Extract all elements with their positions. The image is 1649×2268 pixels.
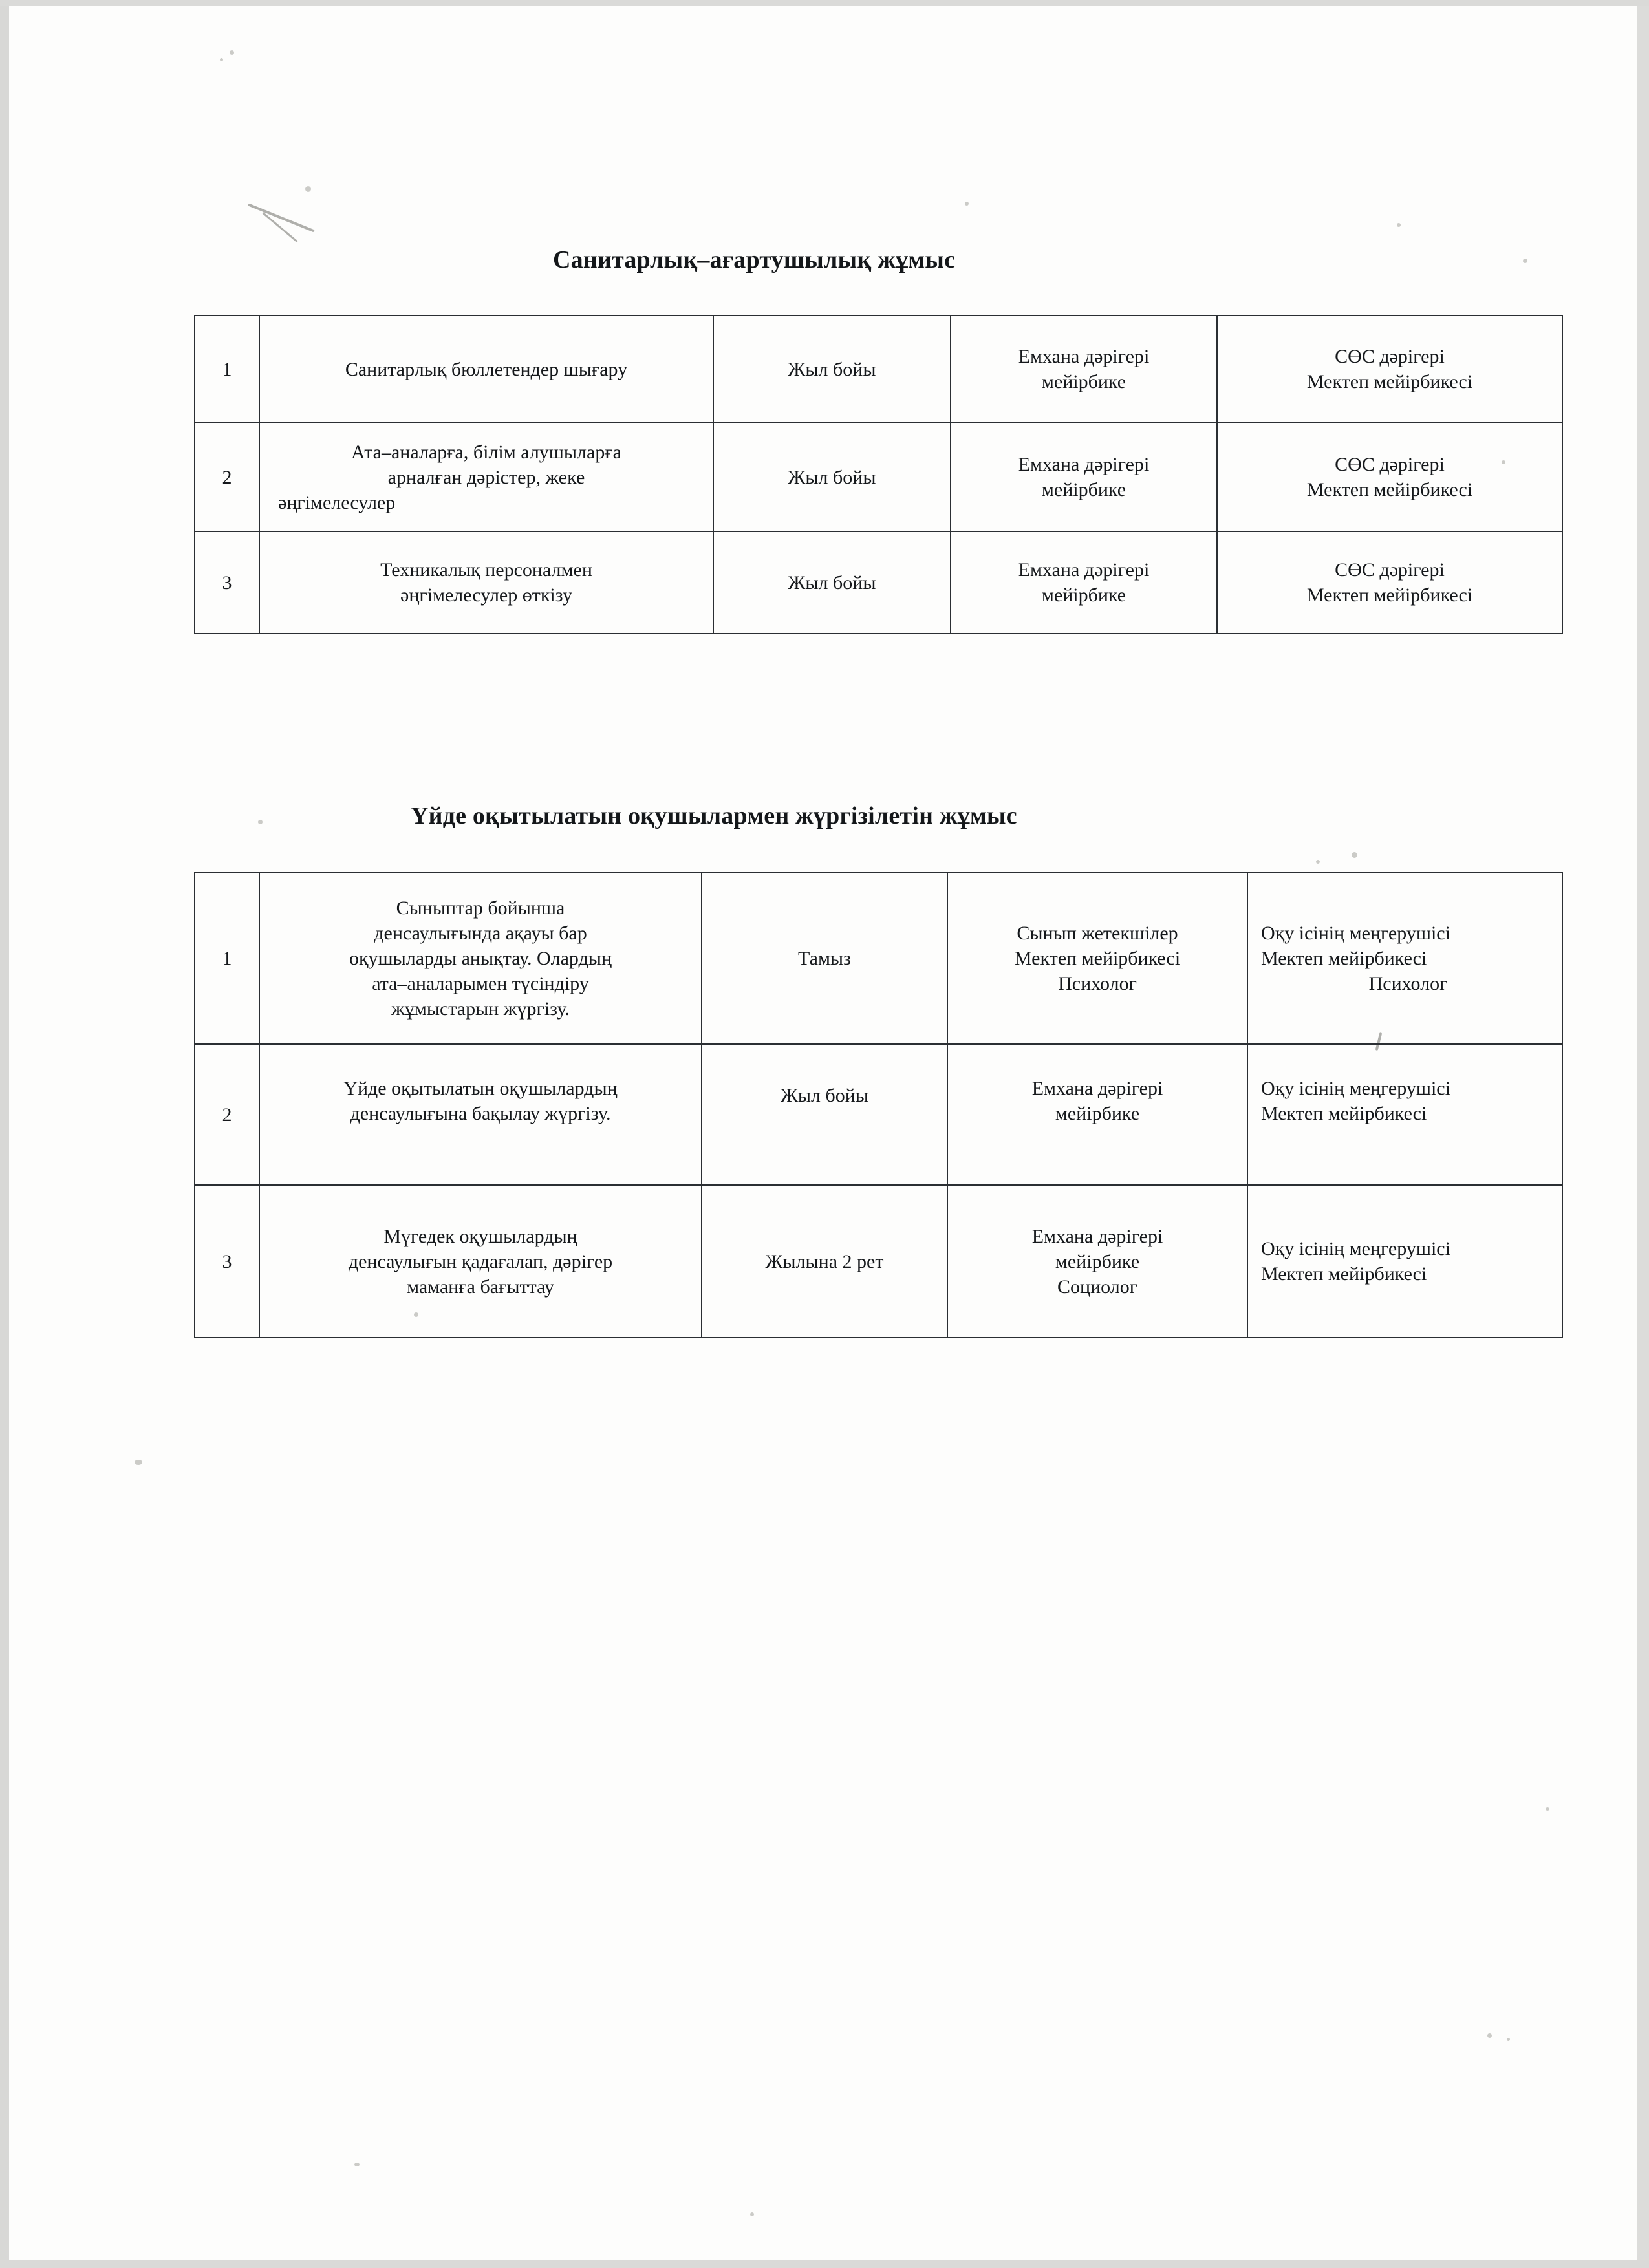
task-line: Ата–аналарға, білім алушыларға (351, 441, 621, 463)
row-timeframe (713, 423, 951, 531)
control-line: Психолог (1368, 972, 1448, 994)
responsible-line: Сынып жетекшілер (1017, 922, 1178, 944)
control-line: Оқу ісінің меңгерушісі (1261, 922, 1450, 944)
row-timeframe (702, 872, 947, 1044)
table-sanitary-education-work (194, 315, 1563, 634)
task-line: әңгімелесулер өткізу (400, 584, 572, 606)
row-task (259, 872, 702, 1044)
table-row (195, 1185, 1562, 1338)
task-line: оқушыларды анықтау. Олардың (349, 947, 612, 969)
row-control (1217, 316, 1562, 423)
responsible-line: Емхана дәрігері (1018, 346, 1150, 367)
timeframe-line: Жылына 2 рет (765, 1250, 884, 1272)
control-line: Мектеп мейірбикесі (1306, 371, 1473, 392)
responsible-line: Емхана дәрігері (1031, 1225, 1163, 1247)
control-line: Оқу ісінің меңгерушісі (1261, 1078, 1450, 1099)
row-control (1247, 1185, 1562, 1338)
control-line: Оқу ісінің меңгерушісі (1261, 1238, 1450, 1259)
table-row (195, 316, 1562, 423)
row-number: 2 (195, 1044, 259, 1185)
task-line: Сыныптар бойынша (396, 897, 565, 919)
table-row (195, 872, 1562, 1044)
responsible-line: Емхана дәрігері (1018, 559, 1150, 581)
task-line: Мүгедек оқушылардың (383, 1225, 577, 1247)
responsible-line: мейірбике (1041, 371, 1126, 392)
table-home-schooled-students-work (194, 872, 1563, 1338)
row-control (1217, 423, 1562, 531)
row-timeframe (702, 1044, 947, 1185)
task-line: денсаулығында ақауы бар (374, 922, 587, 944)
table-row (195, 1044, 1562, 1185)
task-line: Үйде оқытылатын оқушылардың (343, 1078, 618, 1099)
row-timeframe (713, 531, 951, 634)
responsible-line: Социолог (1057, 1276, 1137, 1298)
row-responsible (951, 316, 1217, 423)
task-line: Санитарлық бюллетендер шығару (345, 358, 628, 380)
section-title-home-schooling: Үйде оқытылатын оқушылармен жүргізілетін жұмыс (411, 802, 1017, 829)
row-task (259, 1185, 702, 1338)
task-line: арналған дәрістер, жеке (387, 466, 585, 488)
row-timeframe (702, 1185, 947, 1338)
row-control (1217, 531, 1562, 634)
responsible-line: Психолог (1058, 972, 1137, 994)
row-timeframe (713, 316, 951, 423)
timeframe-line: Жыл бойы (788, 572, 876, 594)
row-responsible (951, 531, 1217, 634)
responsible-line: мейірбике (1041, 584, 1126, 606)
row-task (259, 423, 713, 531)
control-line: Мектеп мейірбикесі (1306, 584, 1473, 606)
task-line: әңгімелесулер (278, 491, 396, 513)
timeframe-line: Жыл бойы (788, 358, 876, 380)
task-line: маманға бағыттау (407, 1276, 554, 1298)
task-line: ата–аналарымен түсіндіру (372, 972, 589, 994)
control-line: СӨС дәрігері (1335, 454, 1445, 475)
responsible-line: Емхана дәрігері (1031, 1078, 1163, 1099)
row-number: 3 (195, 1185, 259, 1338)
timeframe-line: Жыл бойы (788, 466, 876, 488)
row-number: 1 (195, 872, 259, 1044)
row-control (1247, 872, 1562, 1044)
row-task (259, 1044, 702, 1185)
control-line: СӨС дәрігері (1335, 346, 1445, 367)
responsible-line: мейірбике (1055, 1103, 1140, 1124)
row-number: 3 (195, 531, 259, 634)
task-line: жұмыстарын жүргізу. (391, 998, 570, 1020)
control-line: Мектеп мейірбикесі (1261, 1263, 1427, 1285)
responsible-line: Мектеп мейірбикесі (1014, 947, 1181, 969)
row-number: 2 (195, 423, 259, 531)
table-row (195, 423, 1562, 531)
task-line: Техникалық персоналмен (380, 559, 592, 581)
row-task (259, 316, 713, 423)
row-responsible (951, 423, 1217, 531)
row-number: 1 (195, 316, 259, 423)
row-responsible (947, 1044, 1247, 1185)
row-task (259, 531, 713, 634)
task-line: денсаулығын қадағалап, дәрігер (348, 1250, 613, 1272)
row-responsible (947, 872, 1247, 1044)
timeframe-line: Жыл бойы (781, 1084, 868, 1106)
timeframe-line: Тамыз (798, 947, 851, 969)
control-line: Мектеп мейірбикесі (1261, 947, 1427, 969)
control-line: СӨС дәрігері (1335, 559, 1445, 581)
responsible-line: мейірбике (1041, 479, 1126, 500)
responsible-line: мейірбике (1055, 1250, 1140, 1272)
control-line: Мектеп мейірбикесі (1261, 1103, 1427, 1124)
responsible-line: Емхана дәрігері (1018, 454, 1150, 475)
row-control (1247, 1044, 1562, 1185)
task-line: денсаулығына бақылау жүргізу. (350, 1103, 611, 1124)
section-title-sanitary: Санитарлық–ағартушылық жұмыс (553, 246, 956, 273)
table-row (195, 531, 1562, 634)
control-line: Мектеп мейірбикесі (1306, 479, 1473, 500)
row-responsible (947, 1185, 1247, 1338)
